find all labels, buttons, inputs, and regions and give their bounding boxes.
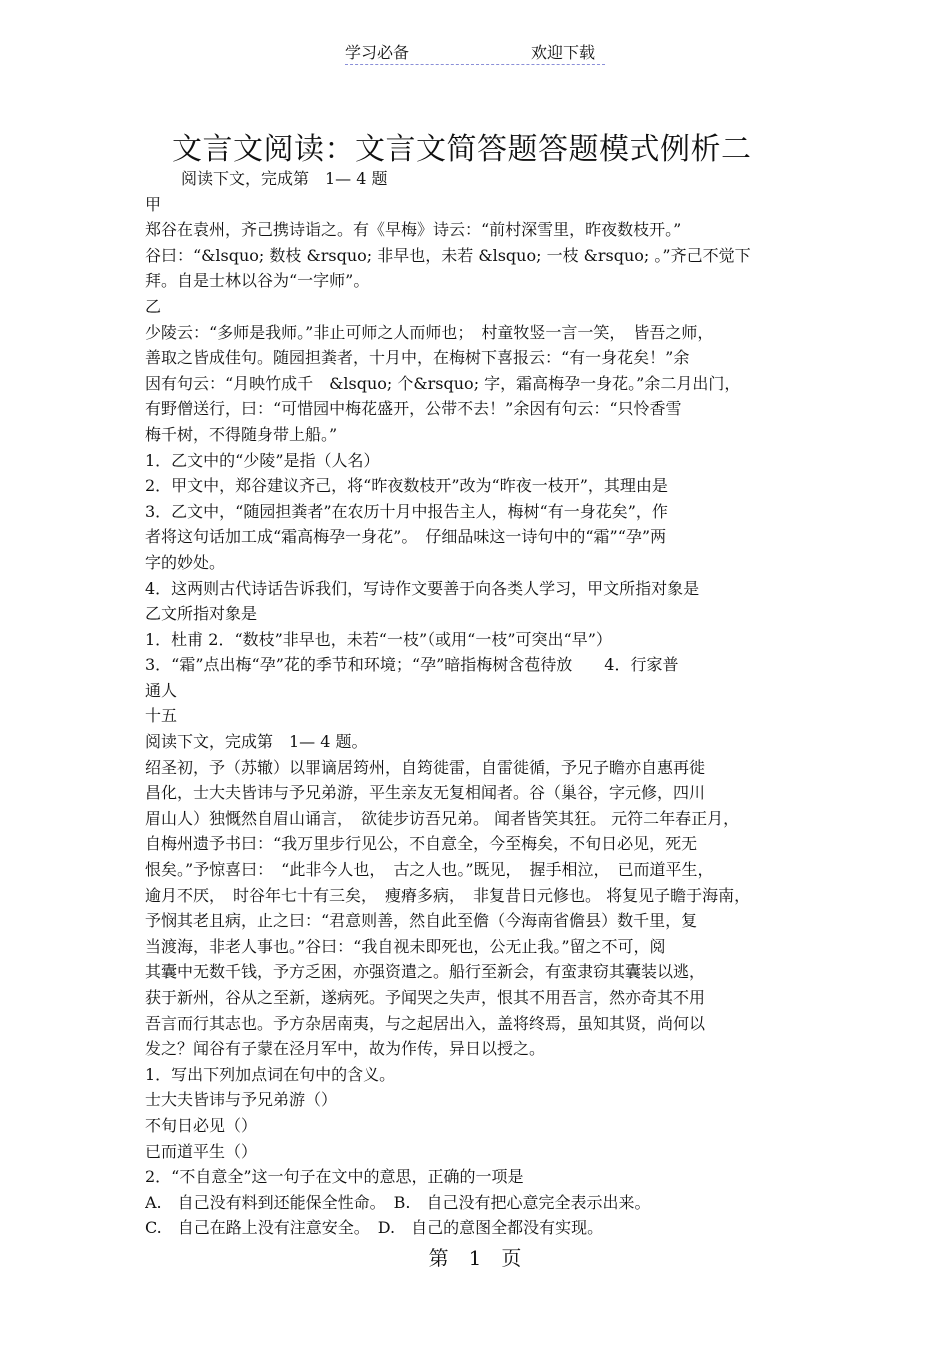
text-line: 者将这句话加工成“霜高梅孕一身花”。 仔细品味这一诗句中的“霜”“孕”两: [145, 527, 667, 547]
text-line: 阅读下文，完成第 1— 4 题。: [145, 732, 368, 752]
text-line: 1．乙文中的“少陵”是指（人名）: [145, 450, 380, 470]
text-line: 自梅州遗予书曰：“我万里步行见公，不自意全，今至梅矣，不旬日必见，死无: [145, 834, 698, 854]
text-line: 阅读下文，完成第 1— 4 题: [181, 169, 388, 188]
text-line: 十五: [145, 706, 178, 726]
text-line: 已而道平生（）: [145, 1141, 258, 1161]
text-line: 眉山人）独慨然自眉山诵言， 欲徒步访吾兄弟。 闻者皆笑其狂。 元符二年春正月，: [145, 808, 740, 828]
text-line: 当渡海，非老人事也。”谷曰：“我自视未即死也，公无止我。”留之不可，阅: [145, 936, 666, 956]
text-line: 吾言而行其志也。予方杂居南夷，与之起居出入，盖将终焉，虽知其贤，尚何以: [145, 1013, 706, 1033]
text-line: 少陵云：“多师是我师。”非止可师之人而师也； 村童牧竖一言一笑， 皆吾之师，: [145, 322, 714, 342]
header-right-text: 欢迎下载: [531, 43, 596, 62]
text-line: 绍圣初，予（苏辙）以罪谪居筠州，自筠徙雷，自雷徙循，予兄子瞻亦自惠再徙: [145, 757, 706, 777]
text-line: 善取之皆成佳句。随园担粪者，十月中，在梅树下喜报云：“有一身花矣！”余: [145, 348, 690, 368]
text-line: 逾月不厌， 时谷年七十有三矣， 瘦瘠多病， 非复昔日元修也。 将复见子瞻于海南，: [145, 885, 751, 905]
text-line: 4．这两则古代诗话告诉我们，写诗作文要善于向各类人学习，甲文所指对象是: [145, 578, 700, 598]
text-line: 拜。自是士林以谷为“一字师”。: [145, 271, 370, 291]
text-line: 恨矣。”予惊喜曰： “此非今人也， 古之人也。”既见， 握手相泣， 已而道平生，: [145, 860, 714, 880]
text-line: 1．写出下列加点词在句中的含义。: [145, 1064, 396, 1084]
text-line: 有野僧送行，曰：“可惜园中梅花盛开，公带不去！”余因有句云：“只怜香雪: [145, 399, 682, 419]
text-line: 郑谷在袁州，齐己携诗诣之。有《早梅》诗云：“前村深雪里，昨夜数枝开。”: [145, 220, 682, 240]
text-line: 士大夫皆讳与予兄弟游（）: [145, 1090, 338, 1110]
text-line: 乙文所指对象是: [145, 604, 258, 624]
text-line: 昌化，士大夫皆讳与予兄弟游，平生亲友无复相闻者。谷（巢谷，字元修，四川: [145, 783, 706, 803]
text-line: 2．甲文中，郑谷建议齐己，将“昨夜数枝开”改为“昨夜一枝开”，其理由是: [145, 476, 668, 496]
text-line: 不旬日必见（）: [145, 1115, 258, 1135]
page-number: 第 1 页: [428, 1246, 522, 1270]
document-body: [145, 166, 810, 1241]
header-left-text: 学习必备: [345, 43, 410, 62]
text-line: 发之？闻谷有子蒙在泾月军中，故为作传，异日以授之。: [145, 1039, 546, 1059]
page-header: [345, 40, 605, 65]
text-line: 梅千树，不得随身带上船。”: [145, 424, 338, 444]
text-line: C. 自己在路上没有注意安全。 D. 自己的意图全都没有实现。: [145, 1218, 604, 1238]
text-line: 字的妙处。: [145, 552, 226, 572]
text-line: 因有句云：“月映竹成千 &lsquo; 个&rsquo; 字，霜高梅孕一身花。”余二月出门，: [145, 373, 741, 393]
text-line: 3．“霜”点出梅“孕”花的季节和环境；“孕”暗指梅树含苞待放 4．行家普: [145, 655, 679, 675]
text-line: 谷曰：“&lsquo; 数枝 &rsquo; 非早也，未若 &lsquo; 一枝 &rsquo; 。”齐己不觉下: [145, 245, 751, 265]
text-line: 1．杜甫 2．“数枝”非早也，未若“一枝”（或用“一枝”可突出“早”）: [145, 629, 612, 649]
text-line: 予悯其老且病，止之曰：“君意则善，然自此至儋（今海南省儋县）数千里，复: [145, 911, 698, 931]
document-title: 文言文阅读：文言文简答题答题模式例析二: [172, 132, 752, 167]
text-line: 乙: [145, 296, 162, 316]
text-line: A. 自己没有料到还能保全性命。 B. 自己没有把心意完全表示出来。: [145, 1192, 651, 1212]
text-line: 通人: [145, 680, 178, 700]
text-line: 其囊中无数千钱，予方乏困，亦强资遣之。船行至新会，有蛮隶窃其囊装以逃，: [145, 962, 706, 982]
text-line: 3．乙文中，“随园担粪者”在农历十月中报告主人，梅树“有一身花矣”，作: [145, 501, 668, 521]
text-line: 2．“不自意全”这一句子在文中的意思，正确的一项是: [145, 1167, 524, 1187]
text-line: 甲: [145, 194, 162, 214]
text-line: 获于新州，谷从之至新，遂病死。予闻哭之失声，恨其不用吾言，然亦奇其不用: [145, 988, 706, 1007]
